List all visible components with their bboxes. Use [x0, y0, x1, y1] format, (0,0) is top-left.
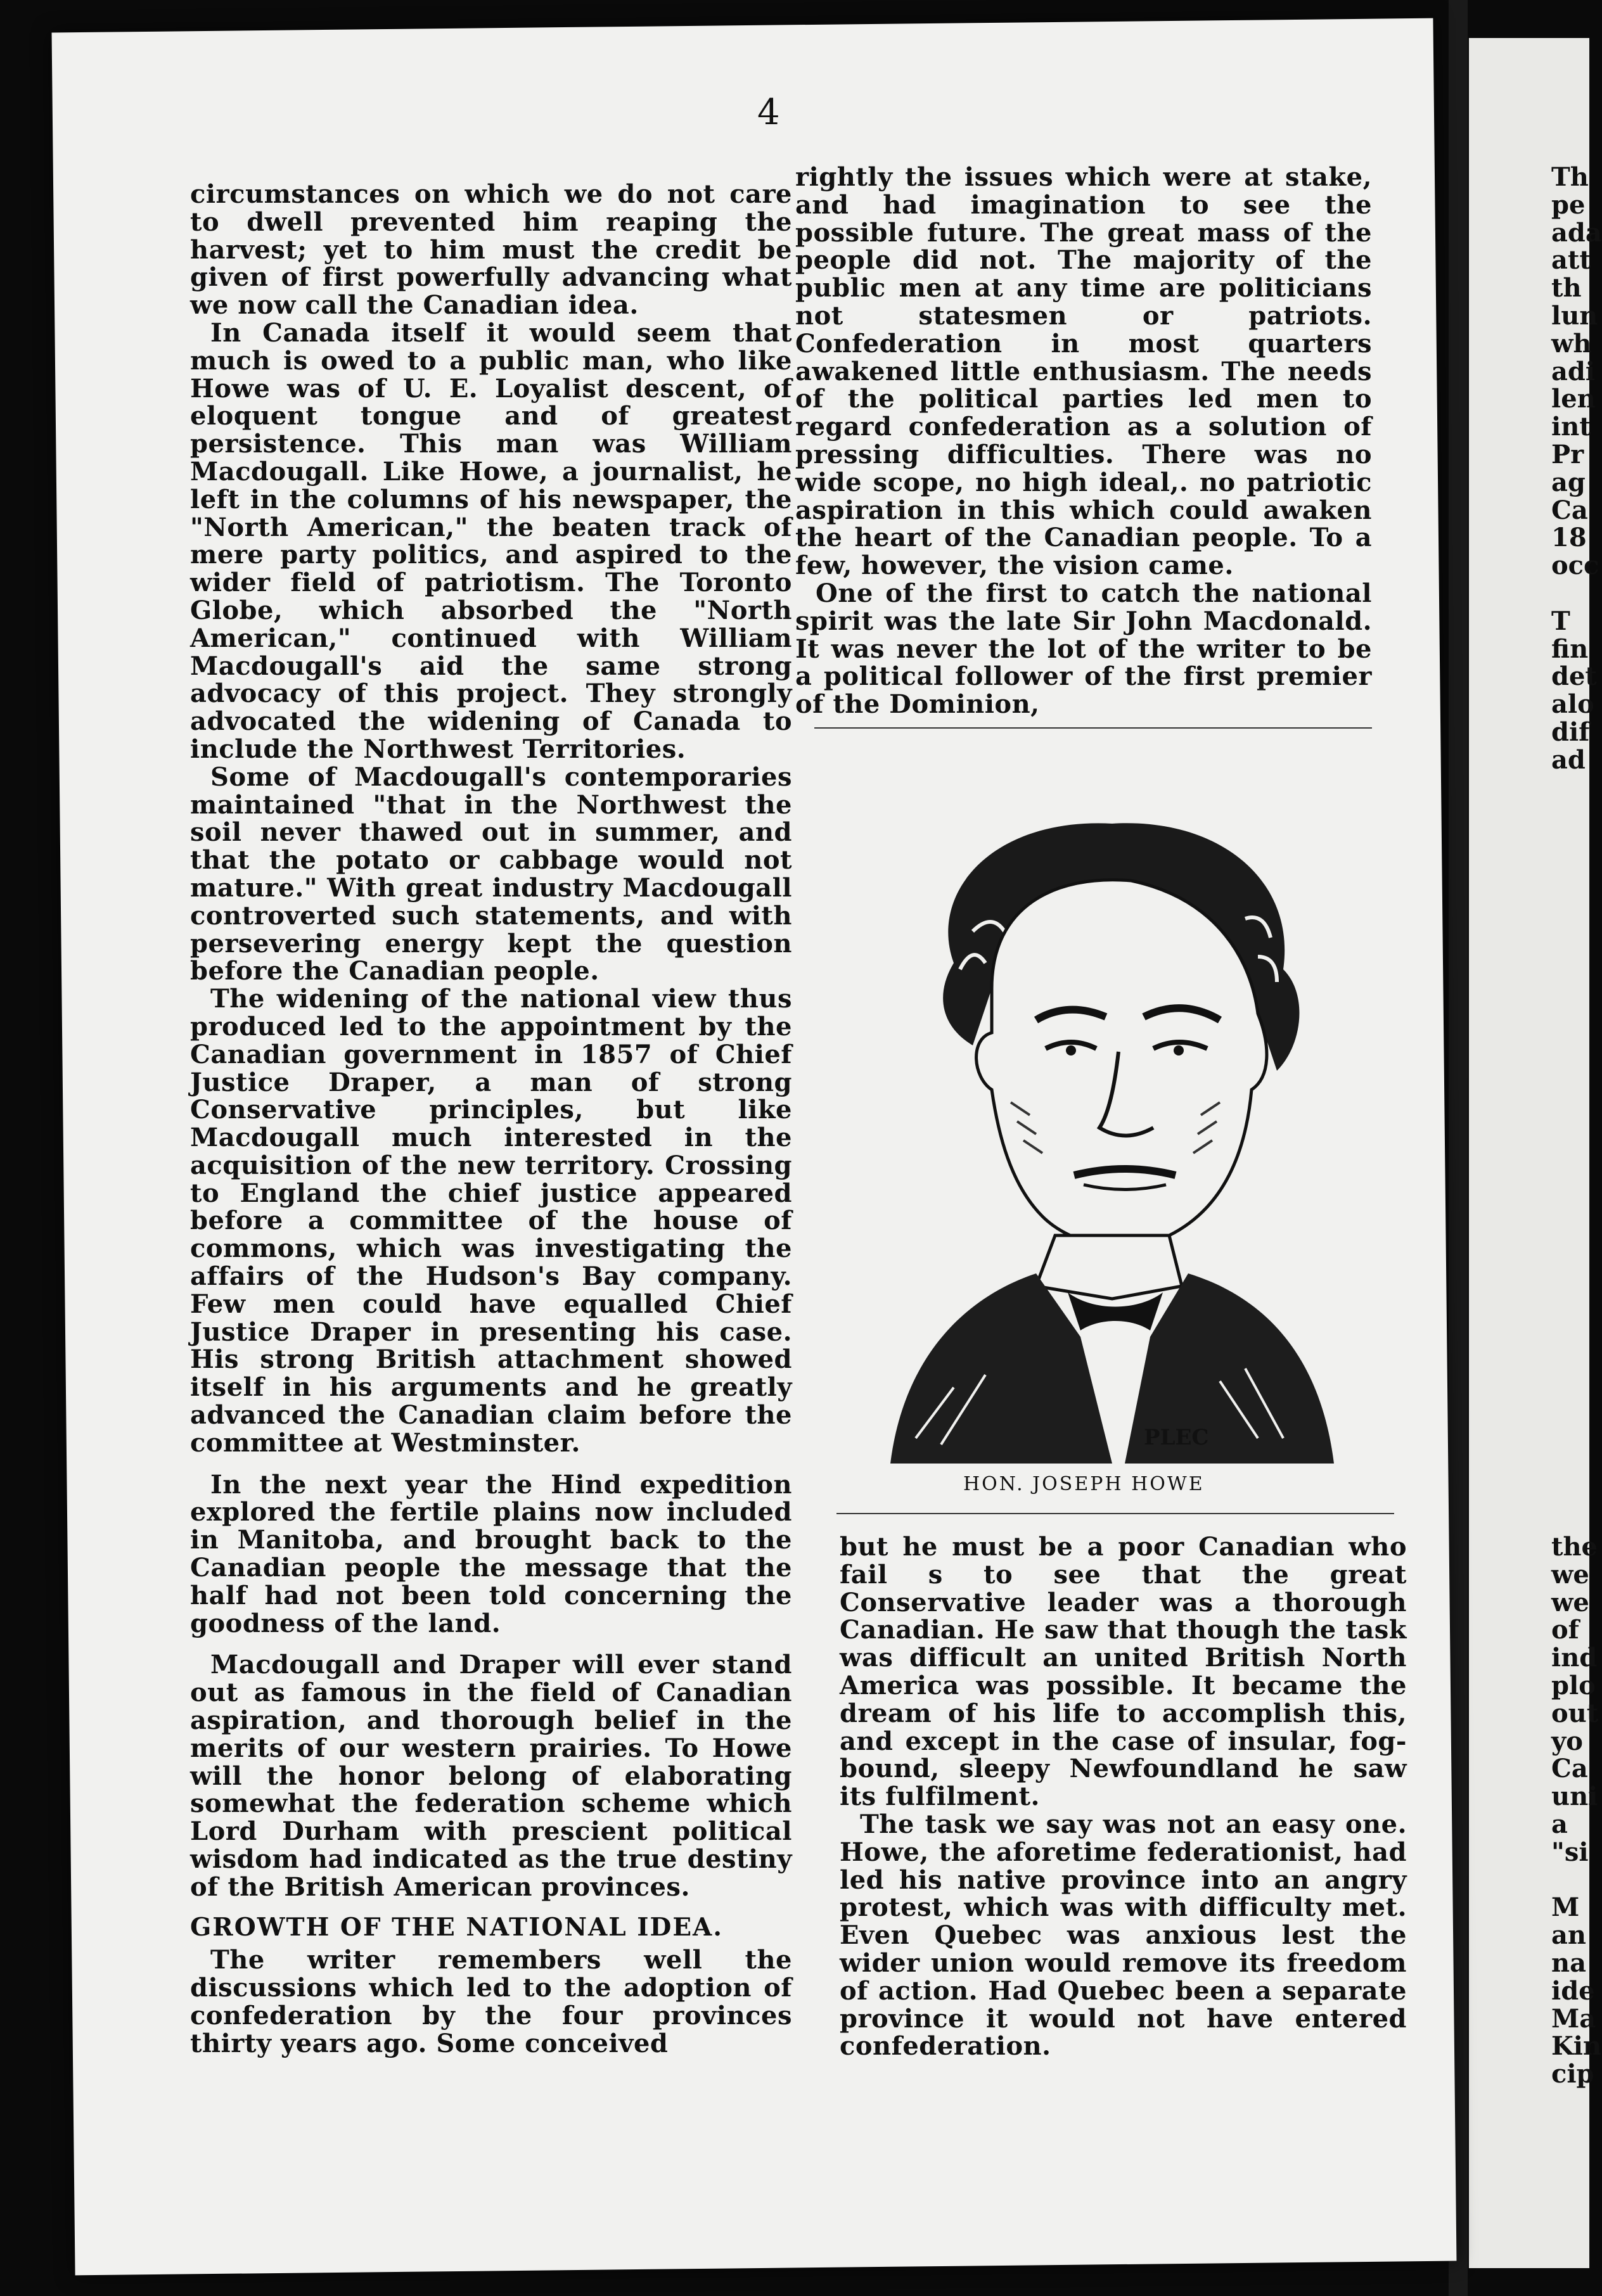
fragment-line: of	[1551, 1615, 1579, 1645]
paragraph: rightly the issues which were at stake, and had imagination to see the possible future. The great mass of the people did not. The majority of the public men at any time are politicians not statesmen or patriots. Confederation in most quarters awakened little enthusiasm. The needs of the political parties led men to regard confederation as a solution of pressing difficulties. There was no wide scope, no high ideal,. no patriotic aspiration in this which could awaken the heart of the Canadian people. To a few, however, the vision came.	[795, 162, 1372, 581]
fragment-line: adi	[1551, 356, 1596, 386]
fragment-line: we	[1551, 1559, 1589, 1590]
paragraph: Some of Macdougall's contemporaries maintained "that in the Northwest the soil never thawed out in summer, and that the potato or cabbage would not mature." With great industry Macdougall controverted such statements, and with persevering energy kept the question before the Canadian people.	[190, 762, 792, 986]
fragment-line: pe	[1551, 189, 1586, 220]
fragment-line	[1551, 1866, 1601, 1894]
fragment-line: yo	[1551, 1726, 1583, 1756]
fragment-line: Kin	[1551, 2031, 1602, 2062]
next-page-fragment-bottom	[1551, 1533, 1601, 2088]
portrait-illustration	[865, 805, 1359, 1476]
fragment-line: we	[1551, 1587, 1589, 1617]
fragment-line: Ma	[1551, 2003, 1596, 2034]
fragment-line: dif	[1551, 717, 1590, 747]
fragment-line: Ca	[1551, 495, 1588, 525]
fragment-line	[1551, 580, 1602, 608]
face	[977, 880, 1267, 1246]
fragment-line: th	[1551, 273, 1582, 303]
fragment-line: M	[1551, 1892, 1580, 1923]
fragment-line: Pr	[1551, 439, 1584, 469]
fragment-line: out	[1551, 1698, 1599, 1728]
fragment-line: ad	[1551, 744, 1586, 775]
fragment-line: att	[1551, 245, 1591, 276]
fragment-line: alo	[1551, 689, 1594, 720]
paragraph: but he must be a poor Canadian who fail s to see that the great Conservative leader was a thorough Canadian. He saw that though the task was difficult an united British North America was possible. It became the dream of his life to accomplish this, and except in the case of insular, fog-bound, sleepy Newfoundland he saw its fulfilment.	[840, 1532, 1407, 1812]
fragment-line: len	[1551, 384, 1596, 414]
fragment-line: wh	[1551, 328, 1592, 359]
paragraph: circumstances on which we do not care to dwell prevented him reaping the harvest; yet to him must the credit be given of first powerfully advancing what we now call the Canadian idea.	[190, 179, 792, 321]
divider-rule	[814, 727, 1372, 729]
portrait-caption: HON. JOSEPH HOWE	[963, 1473, 1205, 1495]
page-number: 4	[757, 92, 780, 133]
fragment-line: T	[1551, 606, 1570, 636]
right-column-bottom	[840, 1533, 1407, 2060]
paragraph: In the next year the Hind expedition explored the fertile plains now included in Manitoba, and brought back to the Canadian people the message that the half had not been told concerning the goodness of the land.	[190, 1469, 792, 1638]
fragment-line: cip	[1551, 2059, 1594, 2089]
left-column	[190, 181, 792, 2058]
fragment-line: an	[1551, 1920, 1586, 1951]
fragment-line: 18	[1551, 523, 1587, 553]
fragment-line: occ	[1551, 551, 1599, 581]
fragment-line: lun	[1551, 300, 1598, 331]
paragraph: Macdougall and Draper will ever stand out as famous in the field of Canadian aspiration, and thorough belief in the merits of our western prairies. To Howe will the honor belong of elaborating somewhat the federation scheme which Lord Durham with prescient political wisdom had indicated as the true destiny of the British American provinces.	[190, 1650, 792, 1902]
artist-signature: PLEC	[1144, 1425, 1209, 1450]
fragment-line: int	[1551, 412, 1591, 442]
fragment-line: the	[1551, 1532, 1598, 1562]
fragment-line: ada	[1551, 217, 1602, 248]
fragment-line: Th	[1551, 162, 1589, 192]
paragraph: In Canada itself it would seem that much is owed to a public man, who like Howe was of U. E. Loyalist descent, of eloquent tongue and of greatest persistence. This man was William Macdougall. Like Howe, a journalist, he left in the columns of his newspaper, the "North American," the beaten track of mere party politics, and aspired to the wider field of patriotism. The Toronto Globe, which absorbed the "North American," continued with William Macdougall's aid the same strong advocacy of this project. They strongly advocated the widening of Canada to include the Northwest Territories.	[190, 317, 792, 764]
fragment-line: "si	[1551, 1837, 1589, 1867]
fragment-line: ind	[1551, 1643, 1598, 1673]
next-page-fragment-top	[1551, 163, 1602, 774]
fragment-line: fin	[1551, 634, 1589, 664]
paragraph: The task we say was not an easy one. Howe, the aforetime federationist, had led his native province into an angry protest, which was with difficulty met. Even Quebec was anxious lest the wider union would remove its freedom of action. Had Quebec been a separate province it would not have entered confederation.	[840, 1809, 1407, 2062]
right-column-top	[795, 163, 1372, 718]
fragment-line: plo	[1551, 1670, 1596, 1700]
fragment-line: det	[1551, 661, 1597, 692]
fragment-line: a	[1551, 1809, 1568, 1839]
paragraph: One of the first to catch the national spirit was the late Sir John Macdonald. It was never the lot of the writer to be a political follower of the first premier of the Dominion,	[795, 578, 1372, 720]
fragment-line: ag	[1551, 467, 1586, 497]
fragment-line: na	[1551, 1948, 1586, 1978]
fragment-line: Ca	[1551, 1754, 1588, 1784]
section-heading: GROWTH OF THE NATIONAL IDEA.	[190, 1912, 723, 1942]
divider-rule	[836, 1513, 1394, 1514]
collar	[1036, 1235, 1182, 1299]
paragraph: The widening of the national view thus produced led to the appointment by the Canadian government in 1857 of Chief Justice Draper, a man of strong Conservative principles, but like Macdougall much interested in the acquisition of the new territory. Crossing to England the chief justice appeared before a committee of the house of commons, which was investigating the affairs of the Hudson's Bay company. Few men could have equalled Chief Justice Draper in presenting his case. His strong British attachment showed itself in his arguments and he greatly advanced the Canadian claim before the committee at Westminster.	[190, 984, 792, 1458]
fragment-line: uni	[1551, 1782, 1598, 1812]
paragraph: The writer remembers well the discussions which led to the adoption of confederation by the four provinces thirty years ago. Some conceived	[190, 1945, 792, 2058]
fragment-line: ide	[1551, 1975, 1595, 2006]
